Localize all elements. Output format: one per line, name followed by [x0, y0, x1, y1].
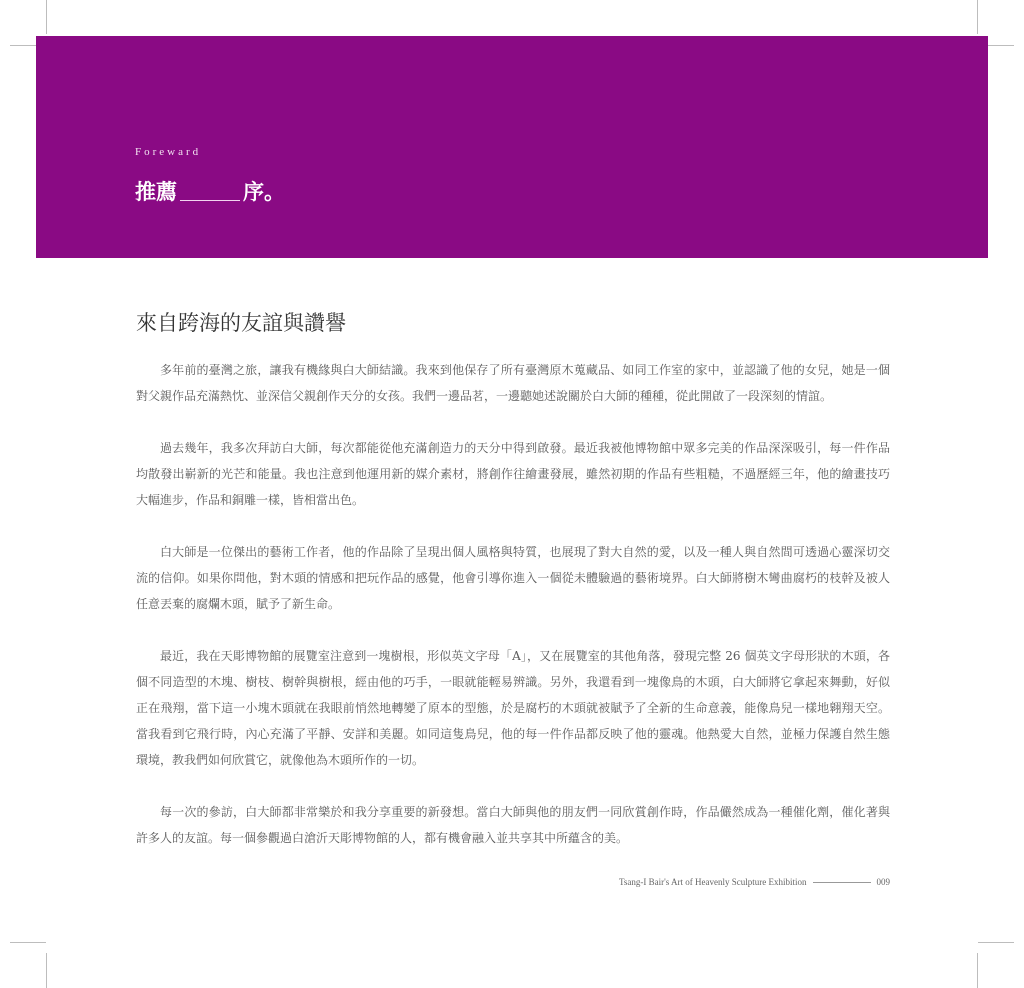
section-heading: 來自跨海的友誼與讚譽	[136, 311, 346, 335]
banner-title-prefix: 推薦	[135, 180, 177, 204]
paragraph: 多年前的臺灣之旅，讓我有機緣與白大師結識。我來到他保存了所有臺灣原木蒐藏品、如同工作室的家中，並認識了他的女兒，她是一個對父親作品充滿熱忱、並深信父親創作天分的女孩。我們一邊品茗，一邊聽她述說關於白大師的種種，從此開啟了一段深刻的情誼。	[136, 363, 890, 403]
page-footer	[600, 877, 890, 887]
paragraph: 過去幾年，我多次拜訪白大師，每次都能從他充滿創造力的天分中得到啟發。最近我被他博物館中眾多完美的作品深深吸引，每一件作品均散發出嶄新的光芒和能量。我也注意到他運用新的媒介素材，將創作往繪畫發展，雖然初期的作品有些粗糙，不過歷經三年，他的繪畫技巧大幅進步，作品和銅雕一樣，皆相當出色。	[136, 441, 890, 507]
crop-mark	[10, 942, 46, 943]
banner-title-suffix: 序。	[243, 180, 285, 204]
banner-title	[135, 176, 285, 206]
body-text	[136, 357, 890, 877]
crop-mark	[46, 0, 47, 34]
title-blank-line	[180, 199, 240, 201]
paragraph: 白大師是一位傑出的藝術工作者，他的作品除了呈現出個人風格與特質，也展現了對大自然的愛，以及一種人與自然間可透過心靈深切交流的信仰。如果你問他，對木頭的情感和把玩作品的感覺，他會引導你進入一個從未體驗過的藝術境界。白大師將樹木彎曲腐朽的枝幹及被人任意丟棄的腐爛木頭，賦予了新生命。	[136, 545, 890, 611]
footer-rule	[813, 882, 871, 883]
crop-mark	[977, 953, 978, 988]
paragraph: 最近，我在天彫博物館的展覽室注意到一塊樹根，形似英文字母「A」，又在展覽室的其他角落，發現完整 26 個英文字母形狀的木頭，各個不同造型的木塊、樹枝、樹幹與樹根，經由他的巧手，一眼就能輕易辨識。另外，我還看到一塊像鳥的木頭，白大師將它拿起來舞動，好似正在飛翔，當下這一小塊木頭就在我眼前悄然地轉變了原本的型態，於是腐朽的木頭就被賦予了全新的生命意義，能像鳥兒一樣地翱翔天空。當我看到它飛行時，內心充滿了平靜、安詳和美麗。如同這隻鳥兒，他的每一件作品都反映了他的靈魂。他熱愛大自然，並極力保護自然生態環境，教我們如何欣賞它，就像他為木頭所作的一切。	[136, 649, 890, 767]
page-number: 009	[876, 877, 890, 887]
crop-mark	[977, 0, 978, 34]
footer-title: Tsang-I Bair's Art of Heavenly Sculpture Exhibition	[619, 877, 807, 887]
crop-mark	[46, 953, 47, 988]
paragraph: 每一次的參訪，白大師都非常樂於和我分享重要的新發想。當白大師與他的朋友們一同欣賞創作時，作品儼然成為一種催化劑，催化著與許多人的友誼。每一個參觀過白滄沂天彫博物館的人，都有機會融入並共享其中所蘊含的美。	[136, 805, 890, 845]
crop-mark	[978, 942, 1014, 943]
header-banner	[36, 36, 988, 258]
banner-eyebrow: Foreward	[135, 146, 202, 158]
